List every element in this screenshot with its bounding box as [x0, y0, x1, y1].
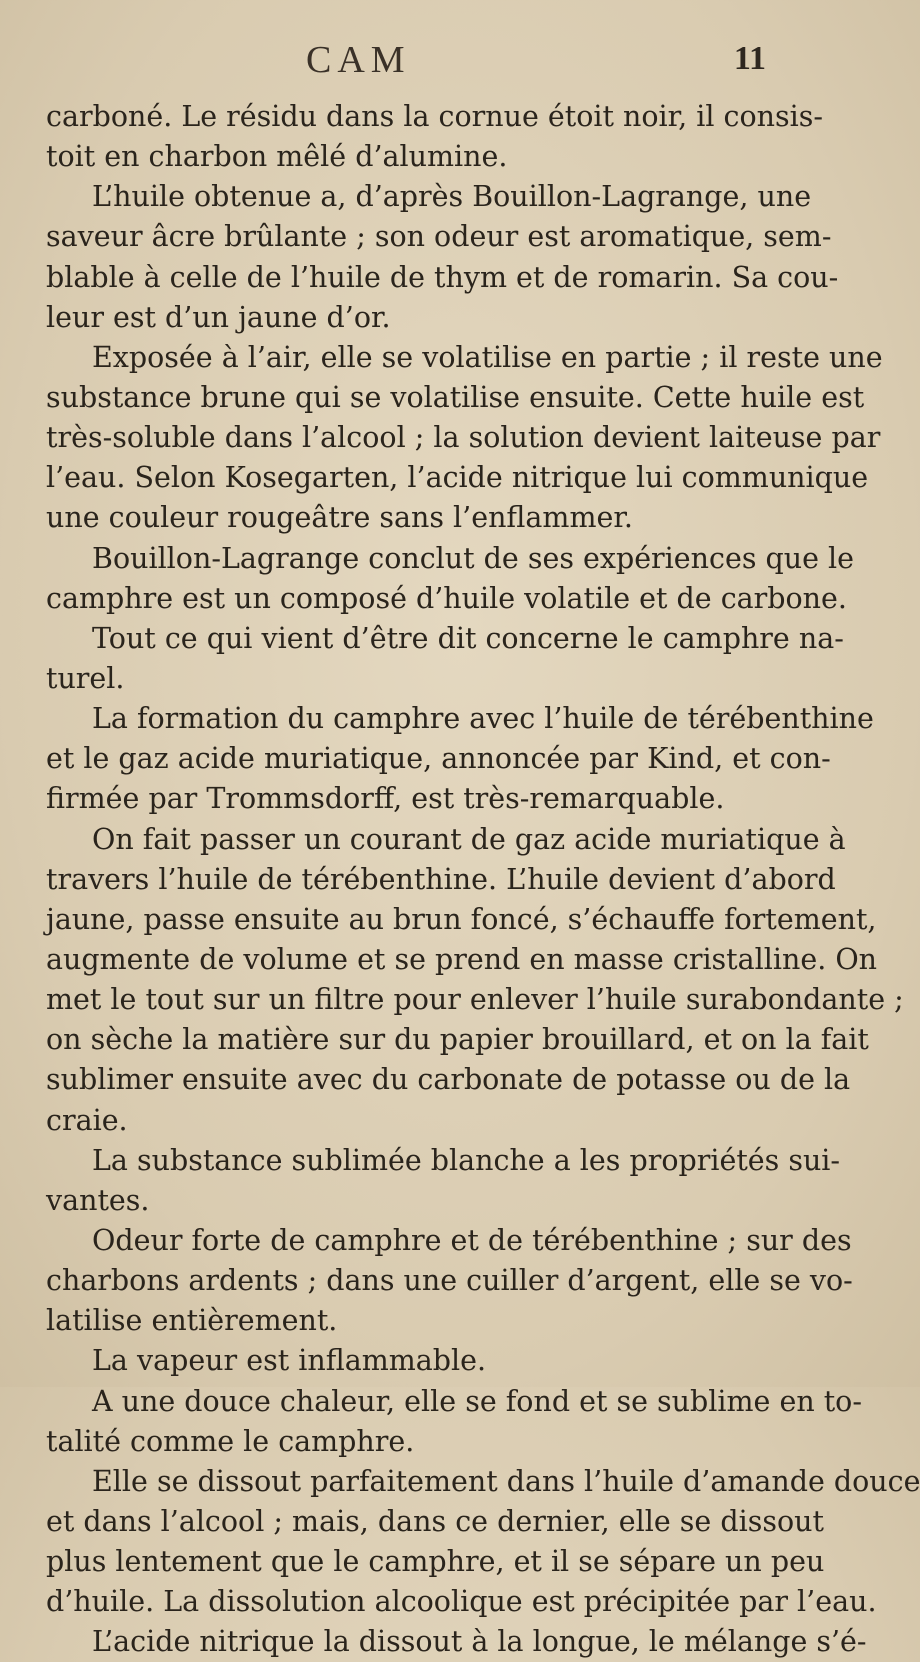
text-line: Elle se dissout parfaitement dans l’huile d’amande douce: [92, 1464, 920, 1498]
text-line: blable à celle de l’huile de thym et de romarin. Sa cou-: [46, 260, 839, 294]
text-line: L’huile obtenue a, d’après Bouillon-Lagrange, une: [92, 180, 812, 214]
page-header: [0, 38, 800, 88]
text-line: charbons ardents ; dans une cuiller d’argent, elle se vo-: [46, 1264, 853, 1298]
text-line: La formation du camphre avec l’huile de térébenthine: [92, 702, 874, 736]
text-line: l’eau. Selon Kosegarten, l’acide nitrique lui communique: [46, 461, 869, 495]
text-line: Exposée à l’air, elle se volatilise en partie ; il reste une: [92, 340, 883, 374]
text-line: vantes.: [46, 1183, 150, 1217]
text-line: met le tout sur un filtre pour enlever l’huile surabondante ;: [46, 983, 904, 1017]
text-line: camphre est un composé d’huile volatile et de carbone.: [46, 581, 847, 615]
text-line: carboné. Le résidu dans la cornue étoit noir, il consis-: [46, 100, 823, 133]
text-line: substance brune qui se volatilise ensuite. Cette huile est: [46, 380, 865, 414]
text-line: craie.: [46, 1103, 128, 1137]
text-line: travers l’huile de térébenthine. L’huile devient d’abord: [46, 862, 836, 896]
text-line: firmée par Trommsdorff, est très-remarquable.: [46, 782, 725, 816]
text-line: La substance sublimée blanche a les propriétés sui-: [92, 1143, 841, 1177]
text-line: augmente de volume et se prend en masse cristalline. On: [46, 942, 878, 976]
text-line: La vapeur est inflammable.: [92, 1344, 487, 1378]
text-line: toit en charbon mêlé d’alumine.: [46, 140, 508, 174]
page-number: 11: [733, 40, 766, 77]
text-line: saveur âcre brûlante ; son odeur est aromatique, sem-: [46, 220, 832, 254]
text-line: A une douce chaleur, elle se fond et se sublime en to-: [92, 1384, 862, 1418]
text-line: jaune, passe ensuite au brun foncé, s’échauffe fortement,: [46, 902, 877, 936]
text-line: Odeur forte de camphre et de térébenthine ; sur des: [92, 1223, 852, 1257]
text-line: L’acide nitrique la dissout à la longue, le mélange s’é-: [92, 1625, 867, 1659]
text-line: une couleur rougeâtre sans l’enflammer.: [46, 501, 633, 535]
text-line: Bouillon-Lagrange conclut de ses expériences que le: [92, 541, 855, 575]
text-line: turel.: [46, 661, 125, 695]
text-line: Tout ce qui vient d’être dit concerne le camphre na-: [92, 621, 844, 655]
text-line: latilise entièrement.: [46, 1304, 338, 1338]
text-line: sublimer ensuite avec du carbonate de potasse ou de la: [46, 1063, 851, 1097]
text-line: et le gaz acide muriatique, annoncée par Kind, et con-: [46, 742, 831, 776]
text-line: leur est d’un jaune d’or.: [46, 300, 391, 334]
text-line: d’huile. La dissolution alcoolique est précipitée par l’eau.: [46, 1585, 877, 1619]
running-head: CAM: [306, 39, 411, 81]
text-line: on sèche la matière sur du papier brouillard, et on la fait: [46, 1023, 869, 1057]
text-line: plus lentement que le camphre, et il se sépare un peu: [46, 1545, 825, 1579]
text-line: On fait passer un courant de gaz acide muriatique à: [92, 822, 846, 856]
text-line: talité comme le camphre.: [46, 1424, 415, 1458]
text-line: très-soluble dans l’alcool ; la solution devient laiteuse par: [46, 421, 881, 455]
text-line: et dans l’alcool ; mais, dans ce dernier, elle se dissout: [46, 1504, 824, 1538]
body-text: [46, 97, 920, 1662]
